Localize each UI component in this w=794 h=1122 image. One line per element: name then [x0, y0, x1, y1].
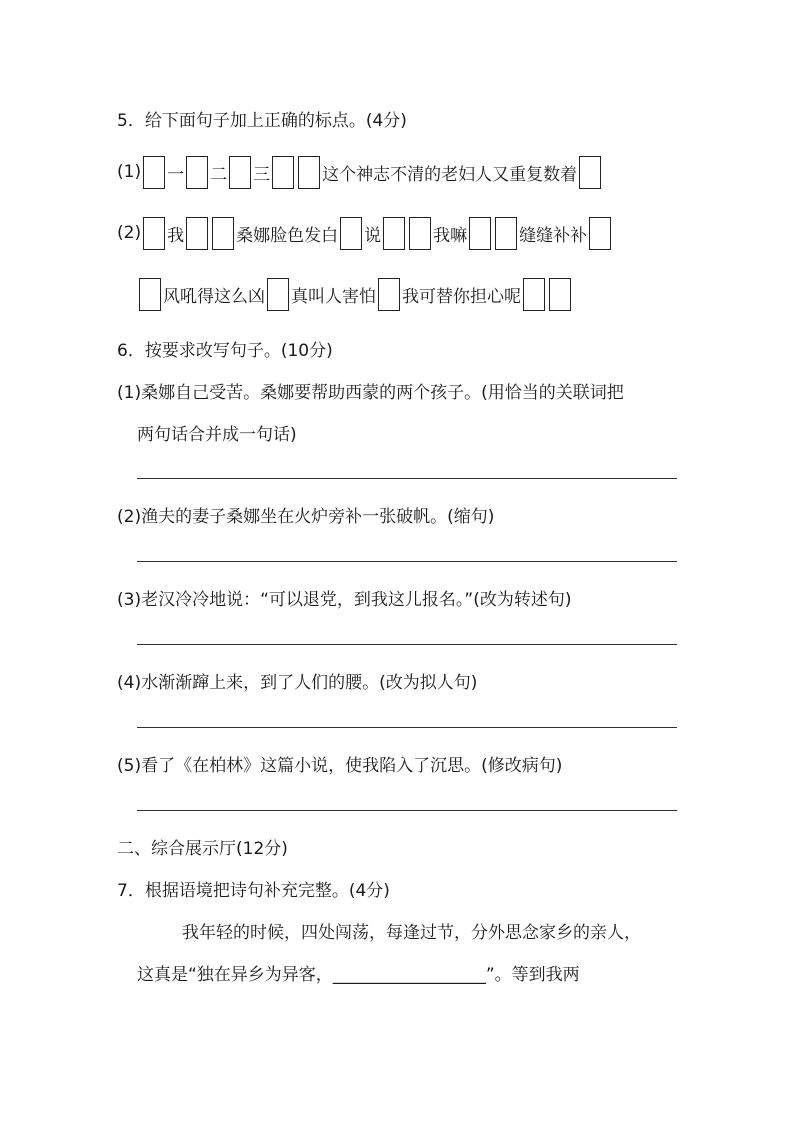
punct-box[interactable]	[212, 217, 234, 250]
punct-box[interactable]	[383, 217, 405, 250]
q5-s2-part: 桑娜脸色发白	[236, 225, 339, 246]
q5-s3-part: 真叫人害怕	[291, 286, 376, 307]
punct-box[interactable]	[409, 217, 431, 250]
section-2-title: 二、综合展示厅(12分)	[117, 839, 288, 859]
q5-s3-part: 风吼得这么凶	[163, 286, 265, 307]
q5-s1-part: 三	[253, 164, 271, 185]
q7-title: 7．根据语境把诗句补充完整。(4分)	[117, 881, 390, 901]
q5-s2-part: 说	[364, 225, 382, 246]
answer-line[interactable]	[137, 810, 677, 811]
q5-s2-part: 我嘛	[433, 225, 468, 246]
q6-item-1: (1)桑娜自己受苦。桑娜要帮助西蒙的两个孩子。(用恰当的关联词把	[117, 383, 624, 403]
q5-sentence-2	[117, 214, 613, 252]
q6-item-2: (2)渔夫的妻子桑娜坐在火炉旁补一张破帆。(缩句)	[117, 507, 495, 527]
answer-line[interactable]	[137, 561, 677, 562]
punct-box[interactable]	[549, 278, 571, 311]
q7-paragraph-2	[137, 960, 580, 985]
q5-s3-part: 我可替你担心呢	[402, 286, 521, 307]
q6-item-4: (4)水渐渐蹿上来，到了人们的腰。(改为拟人句)	[117, 673, 478, 693]
q6-title: 6．按要求改写句子。(10分)	[117, 341, 333, 361]
punct-box[interactable]	[469, 217, 491, 250]
punct-box[interactable]	[139, 278, 161, 311]
q6-item-1-cont: 两句话合并成一句话)	[137, 425, 297, 445]
punct-box[interactable]	[272, 156, 294, 189]
q6-item-5: (5)看了《在柏林》这篇小说，使我陷入了沉思。(修改病句)	[117, 756, 563, 776]
answer-line[interactable]	[137, 644, 677, 645]
punct-box[interactable]	[523, 278, 545, 311]
q6-item-3: (3)老汉冷冷地说：“可以退党，到我这儿报名。”(改为转述句)	[117, 590, 572, 610]
q5-s1-part: 二	[210, 164, 228, 185]
q7-para2-after: ”。等到我两	[485, 965, 580, 985]
punct-box[interactable]	[229, 156, 251, 189]
q5-title: 5．给下面句子加上正确的标点。(4分)	[117, 111, 407, 131]
answer-line[interactable]	[137, 727, 677, 728]
q5-s2-label: (2)	[117, 223, 142, 243]
answer-line[interactable]	[137, 478, 677, 479]
q5-s2-part: 缝缝补补	[519, 225, 588, 246]
punct-box[interactable]	[143, 217, 165, 250]
punct-box[interactable]	[186, 156, 208, 189]
punct-box[interactable]	[186, 217, 208, 250]
poem-blank[interactable]: __________________	[332, 965, 486, 985]
q7-paragraph-1: 我年轻的时候，四处闯荡，每逢过节，分外思念家乡的亲人，	[182, 923, 641, 943]
q5-s1-label: (1)	[117, 162, 142, 182]
punct-box[interactable]	[298, 156, 320, 189]
punct-box[interactable]	[340, 217, 362, 250]
q5-sentence-1	[117, 153, 603, 191]
q7-para2-before: 这真是“独在异乡为异客，	[137, 965, 333, 985]
punct-box[interactable]	[267, 278, 289, 311]
punct-box[interactable]	[495, 217, 517, 250]
punct-box[interactable]	[589, 217, 611, 250]
q5-s1-part: 一	[167, 164, 185, 185]
q5-s1-part: 这个神志不清的老妇人又重复数着	[322, 164, 578, 185]
q5-sentence-3	[137, 275, 573, 313]
punct-box[interactable]	[378, 278, 400, 311]
punct-box[interactable]	[143, 156, 165, 189]
q5-s2-part: 我	[167, 225, 185, 246]
punct-box[interactable]	[579, 156, 601, 189]
